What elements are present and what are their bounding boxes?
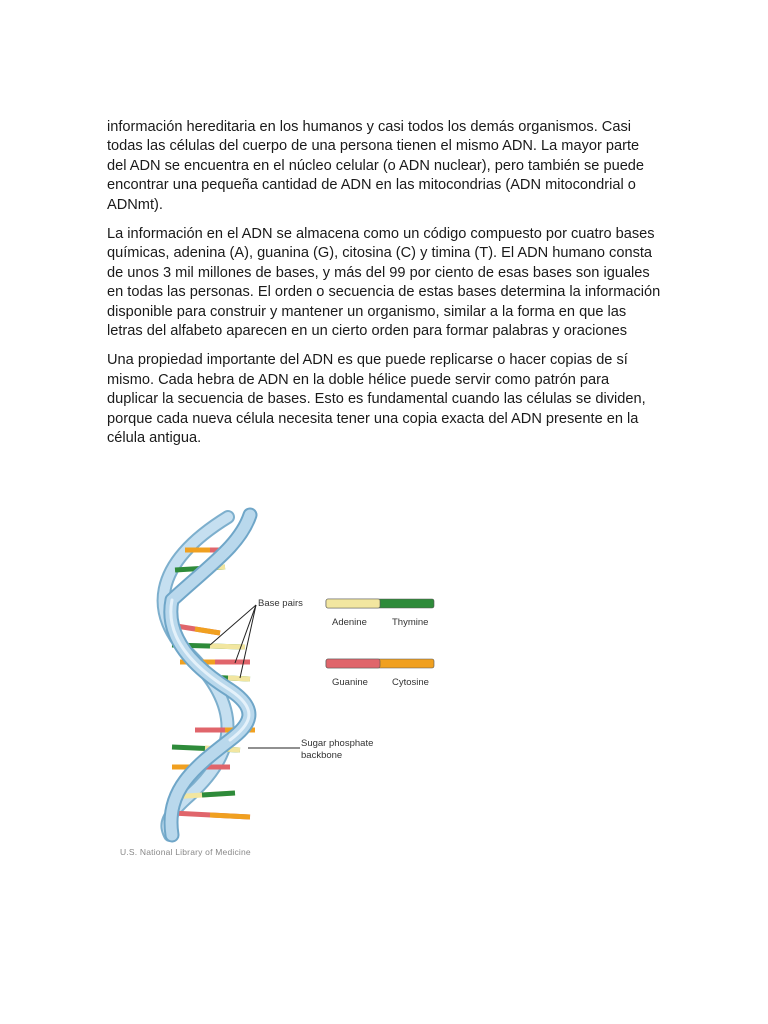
document-body bbox=[107, 118, 662, 459]
backbone-label-line1: Sugar phosphate bbox=[301, 738, 374, 749]
legend-cytosine-label: Cytosine bbox=[392, 677, 429, 688]
backbone-label-line2: backbone bbox=[301, 750, 343, 761]
base-pairs-label: Base pairs bbox=[258, 598, 303, 609]
legend-guanine-label: Guanine bbox=[332, 677, 368, 688]
figure-credit: U.S. National Library of Medicine bbox=[120, 847, 251, 857]
paragraph-hereditary-info: información hereditaria en los humanos y casi todos los demás organismos. Casi todas las células del cuerpo de una persona tienen el mismo ADN. La mayor parte del ADN se encuentra en el núcleo celular (o ADN nuclear), pero también se puede encontrar una pequeña cantidad de ADN en las mitocondrias (ADN mitocondrial o ADNmt). bbox=[107, 119, 645, 213]
base-pairs-pointer bbox=[210, 605, 256, 678]
legend-guanine-cytosine-bar bbox=[326, 659, 434, 668]
legend-thymine-label: Thymine bbox=[392, 617, 429, 628]
paragraph-chemical-bases: La información en el ADN se almacena como un código compuesto por cuatro bases químicas, adenina (A), guanina (G), citosina (C) y timina (T). El ADN humano consta de unos 3 mil millones de bases, y más del 99 por ciento de esas bases son iguales en todas las personas. El orden o secuencia de estas bases determina la información disponible para construir y mantener un organismo, similar a la forma en que las letras del alfabeto aparecen en un cierto orden para formar palabras y oraciones bbox=[107, 226, 661, 340]
legend-adenine-label: Adenine bbox=[332, 617, 367, 628]
paragraph-replication: Una propiedad importante del ADN es que puede replicarse o hacer copias de sí mismo. Cada hebra de ADN en la doble hélice puede servir como patrón para duplicar la secuencia de bases. Esto es fundamental cuando las células se dividen, porque cada nueva célula necesita tener una copia exacta del ADN presente en la célula antigua. bbox=[107, 352, 646, 447]
legend-adenine-thymine-bar bbox=[326, 599, 434, 608]
dna-double-helix-figure bbox=[110, 505, 470, 865]
